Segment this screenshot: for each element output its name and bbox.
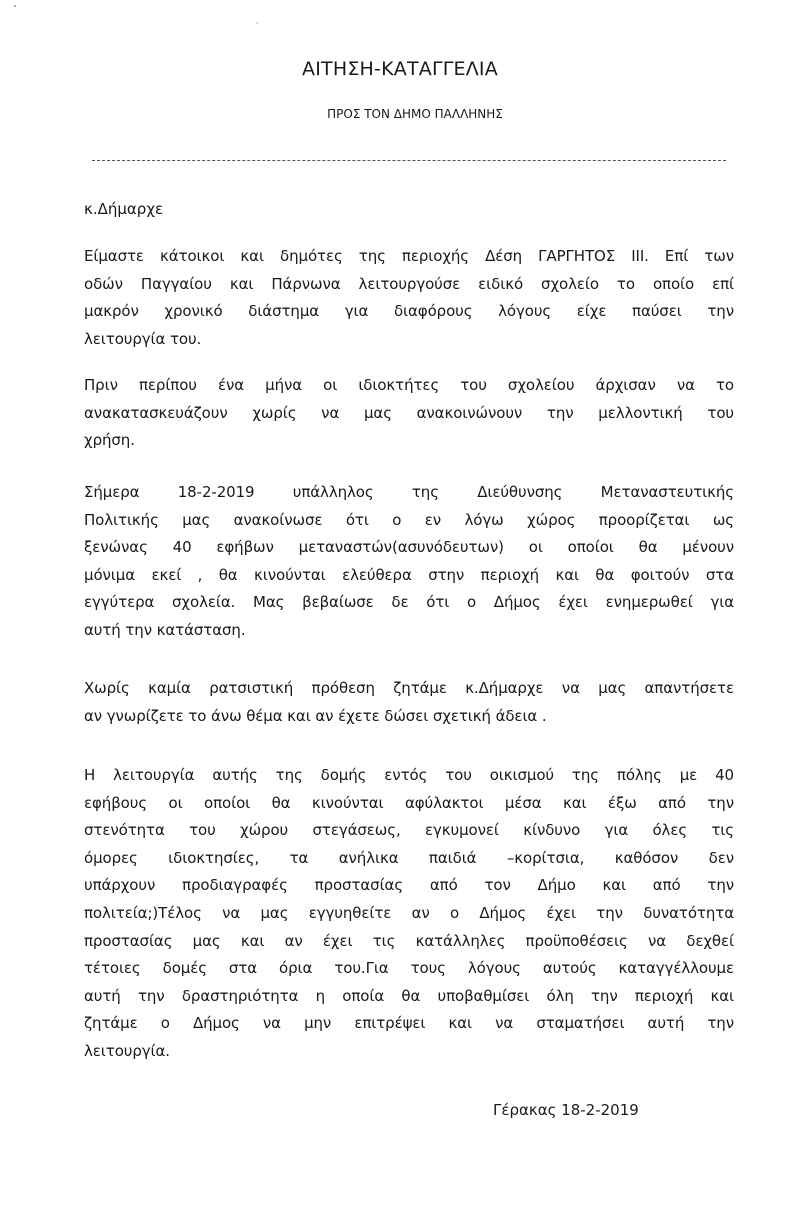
document-title: ΑΙΤΗΣΗ-ΚΑΤΑΓΓΕΛΙΑ <box>302 58 498 80</box>
text-line: οδών Παγγαίου και Πάρνωνα λειτουργούσε ειδικό σχολείο το οποίο επί <box>84 274 734 293</box>
text-line: αυτή την κατάσταση. <box>84 620 246 639</box>
text-line: αυτή την δραστηριότητα η οποία θα υποβαθμίσει όλη την περιοχή και <box>84 986 734 1005</box>
text-line: μόνιμα εκεί , θα κινούνται ελεύθερα στην περιοχή και θα φοιτούν στα <box>84 565 734 584</box>
text-line: εγγύτερα σχολεία. Μας βεβαίωσε δε ότι ο Δήμος έχει ενημερωθεί για <box>84 593 734 612</box>
paragraph-2 <box>84 372 734 455</box>
paragraph-1 <box>84 243 734 353</box>
addressee: ΠΡΟΣ ΤΟΝ ΔΗΜΟ ΠΑΛΛΗΝΗΣ <box>327 107 503 121</box>
place-date-signature: Γέρακας 18-2-2019 <box>493 1101 639 1119</box>
text-line: Χωρίς καμία ρατσιστική πρόθεση ζητάμε κ.Δήμαρχε να μας απαντήσετε <box>84 679 734 697</box>
text-line: μακρόν χρονικό διάστημα για διαφόρους λόγους είχε παύσει την <box>84 302 734 321</box>
paragraph-4 <box>84 675 734 730</box>
text-line: προστασίας μας και αν έχει τις κατάλληλες προϋποθέσεις να δεχθεί <box>84 931 734 950</box>
paragraph-5 <box>84 762 734 1066</box>
text-line: ξενώνας 40 εφήβων μεταναστών(ασυνόδευτων) οι οποίοι θα μένουν <box>84 538 734 557</box>
text-line: λειτουργία. <box>84 1041 170 1060</box>
text-line: Είμαστε κάτοικοι και δημότες της περιοχής Δέση ΓΑΡΓΗΤΟΣ III. Επί των <box>84 247 734 265</box>
text-line: εφήβους οι οποίοι θα κινούνται αφύλακτοι μέσα και έξω από την <box>84 793 734 812</box>
dashed-divider <box>92 160 726 161</box>
text-line: τέτοιες δομές στα όρια του.Για τους λόγους αυτούς καταγγέλλουμε <box>84 959 734 978</box>
text-line: ανακατασκευάζουν χωρίς να μας ανακοινώνουν την μελλοντική του <box>84 403 734 422</box>
text-line: λειτουργία του. <box>84 329 202 348</box>
text-line: Πριν περίπου ένα μήνα οι ιδιοκτήτες του σχολείου άρχισαν να το <box>84 376 734 394</box>
text-line: όμορες ιδιοκτησίες, τα ανήλικα παιδιά –κορίτσια, καθόσον δεν <box>84 848 734 867</box>
text-line: Η λειτουργία αυτής της δομής εντός του οικισμού της πόλης με 40 <box>84 766 734 784</box>
text-line: υπάρχουν προδιαγραφές προστασίας από τον Δήμο και από την <box>84 876 734 895</box>
text-line: πολιτεία;)Τέλος να μας εγγυηθείτε αν ο Δήμος έχει την δυνατότητα <box>84 903 734 922</box>
paragraph-3 <box>84 479 734 645</box>
salutation: κ.Δήμαρχε <box>84 200 164 218</box>
text-line: αν γνωρίζετε το άνω θέμα και αν έχετε δώσει σχετική άδεια . <box>84 706 547 725</box>
scan-speck <box>256 22 258 24</box>
text-line: στενότητα του χώρου στεγάσεως, εγκυμονεί κίνδυνο για όλες τις <box>84 821 734 840</box>
text-line: ζητάμε ο Δήμος να μην επιτρέψει και να σταματήσει αυτή την <box>84 1014 734 1033</box>
text-line: Σήμερα 18-2-2019 υπάλληλος της Διεύθυνσης Μεταναστευτικής <box>84 483 734 501</box>
scan-speck <box>14 5 16 7</box>
text-line: χρήση. <box>84 431 135 450</box>
text-line: Πολιτικής μας ανακοίνωσε ότι ο εν λόγω χώρος προορίζεται ως <box>84 510 734 529</box>
